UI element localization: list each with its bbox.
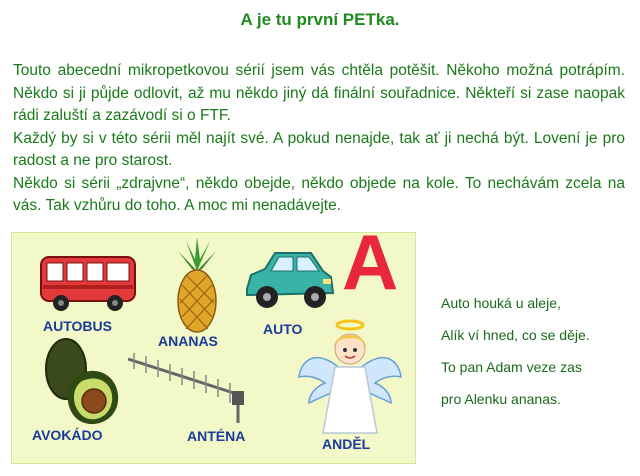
- label-car: AUTO: [263, 321, 303, 337]
- label-avocado: AVOKÁDO: [32, 427, 103, 443]
- poem-line: Alík ví hned, co se děje.: [441, 327, 590, 343]
- picture-panel: [11, 218, 416, 464]
- poem-line: pro Alenku ananas.: [441, 391, 561, 407]
- letter-a-icon: A: [342, 218, 399, 306]
- label-bus: AUTOBUS: [43, 318, 112, 334]
- label-angel: ANDĚL: [322, 436, 371, 452]
- intro-text: [13, 60, 625, 218]
- pineapple-icon: [172, 237, 222, 335]
- poem-line: To pan Adam veze zas: [441, 359, 582, 375]
- car-icon: [241, 245, 337, 317]
- label-antenna: ANTÉNA: [187, 428, 246, 444]
- avocado-icon: [38, 337, 122, 429]
- page-title: A je tu první PETka.: [240, 10, 400, 29]
- poem-line: Auto houká u aleje,: [441, 295, 561, 311]
- antenna-icon: [124, 351, 256, 425]
- label-pineapple: ANANAS: [158, 333, 218, 349]
- intro-paragraph: Každý by si v této sérii měl najít své. A pokud nenajde, tak ať ji nechá být. Lovení je pro radost a ne pro starost.: [13, 129, 625, 169]
- bus-icon: [39, 253, 139, 315]
- poem: [441, 287, 631, 415]
- angel-icon: [295, 317, 405, 435]
- intro-paragraph: Touto abecední mikropetkovou sérií jsem vás chtěla potěšit. Někoho možná potrápím. Někdo si ji půjde odlovit, až mu někdo jiný dá finální souřadnice. Někteří si zase naopak rádi zaluští a zazávodí si o FTF.: [13, 62, 625, 124]
- intro-paragraph: Někdo si sérii „zdrajvne“, někdo obejde, někdo objede na kole. To nechávám zcela na vás. Tak vzhůru do toho. A moc mi nenadávejte.: [13, 174, 625, 214]
